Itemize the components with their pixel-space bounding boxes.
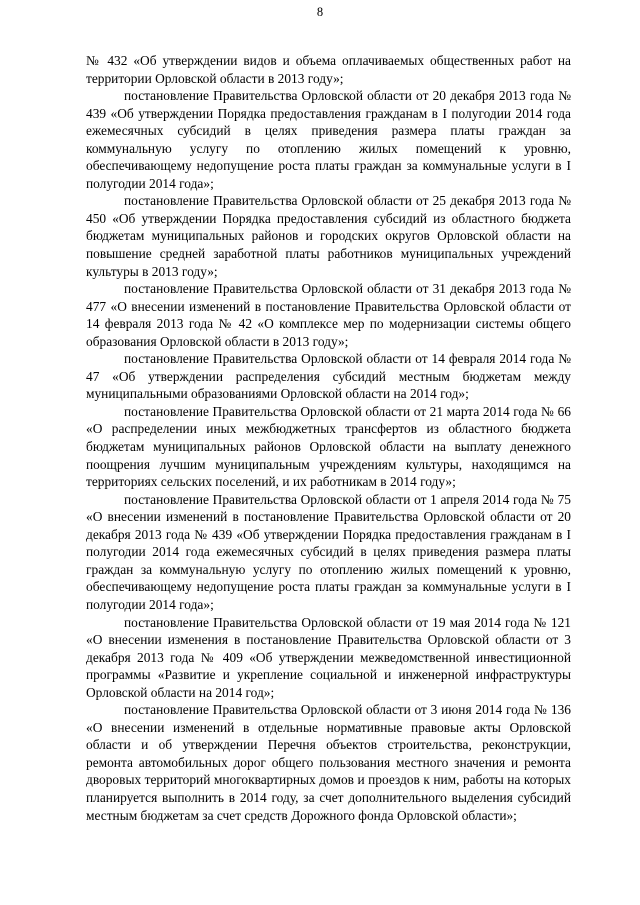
paragraph-resolution-450: постановление Правительства Орловской области от 25 декабря 2013 года № 450 «Об утверждении Порядка предоставления субсидий из областного бюджета бюджетам муниципальных районов и городских округов Орловской области на повышение средней заработной платы работников муниципальных учреждений культуры в 2013 году»; — [86, 193, 571, 279]
paragraph-continuation-432: № 432 «Об утверждении видов и объема оплачиваемых общественных работ на территории Орловской области в 2013 году»; — [86, 53, 571, 86]
paragraph-resolution-121: постановление Правительства Орловской области от 19 мая 2014 года № 121 «О внесении изменения в постановление Правительства Орловской области от 3 декабря 2013 года № 409 «Об утверждении межведомственной инвестиционной программы «Развитие и укрепление социальной и инженерной инфраструктуры Орловской области на 2014 год»; — [86, 614, 571, 700]
paragraph-resolution-136: постановление Правительства Орловской области от 3 июня 2014 года № 136 «О внесении изменений в отдельные нормативные правовые акты Орловской области и об утверждении Перечня объектов строительства, реконструкции, ремонта автомобильных дорог общего пользования местного значения и ремонта дворовых территорий многоквартирных домов и проездов к ним, работы на которых планируется выполнить в 2014 году, за счет дополнительного выделения субсидий местным бюджетам за счет средств Дорожного фонда Орловской области»; — [86, 702, 571, 823]
page-number: 8 — [316, 5, 324, 19]
document-body — [86, 52, 571, 824]
paragraph-resolution-66: постановление Правительства Орловской области от 21 марта 2014 года № 66 «О распределении иных межбюджетных трансфертов из областного бюджета бюджетам муниципальных районов Орловской области на выплату денежного поощрения лучшим муниципальным учреждениям культуры, находящимся на территориях сельских поселений, и их работникам в 2014 году»; — [86, 403, 571, 490]
paragraph-resolution-47: постановление Правительства Орловской области от 14 февраля 2014 года № 47 «Об утверждении распределения субсидий местным бюджетам между муниципальными образованиями Орловской области на 2014 год»; — [86, 351, 571, 402]
paragraph-resolution-75: постановление Правительства Орловской области от 1 апреля 2014 года № 75 «О внесении изменений в постановление Правительства Орловской области от 20 декабря 2013 года № 439 «Об утверждении Порядка предоставления гражданам в I полугодии 2014 года ежемесячных субсидий в целях приведения размера платы граждан за коммунальную услугу по отоплению жилых помещений к уровню, обеспечивающему недопущение роста платы граждан за коммунальные услуги в I полугодии 2014 года»; — [86, 491, 571, 612]
paragraph-resolution-439: постановление Правительства Орловской области от 20 декабря 2013 года № 439 «Об утверждении Порядка предоставления гражданам в I полугодии 2014 года ежемесячных субсидий в целях приведения размера платы граждан за коммунальную услугу по отоплению жилых помещений к уровню, обеспечивающему недопущение роста платы граждан за коммунальные услуги в I полугодии 2014 года»; — [86, 88, 571, 191]
paragraph-resolution-477: постановление Правительства Орловской области от 31 декабря 2013 года № 477 «О внесении изменений в постановление Правительства Орловской области от 14 февраля 2013 года № 42 «О комплексе мер по модернизации системы общего образования Орловской области в 2013 году»; — [86, 281, 571, 349]
